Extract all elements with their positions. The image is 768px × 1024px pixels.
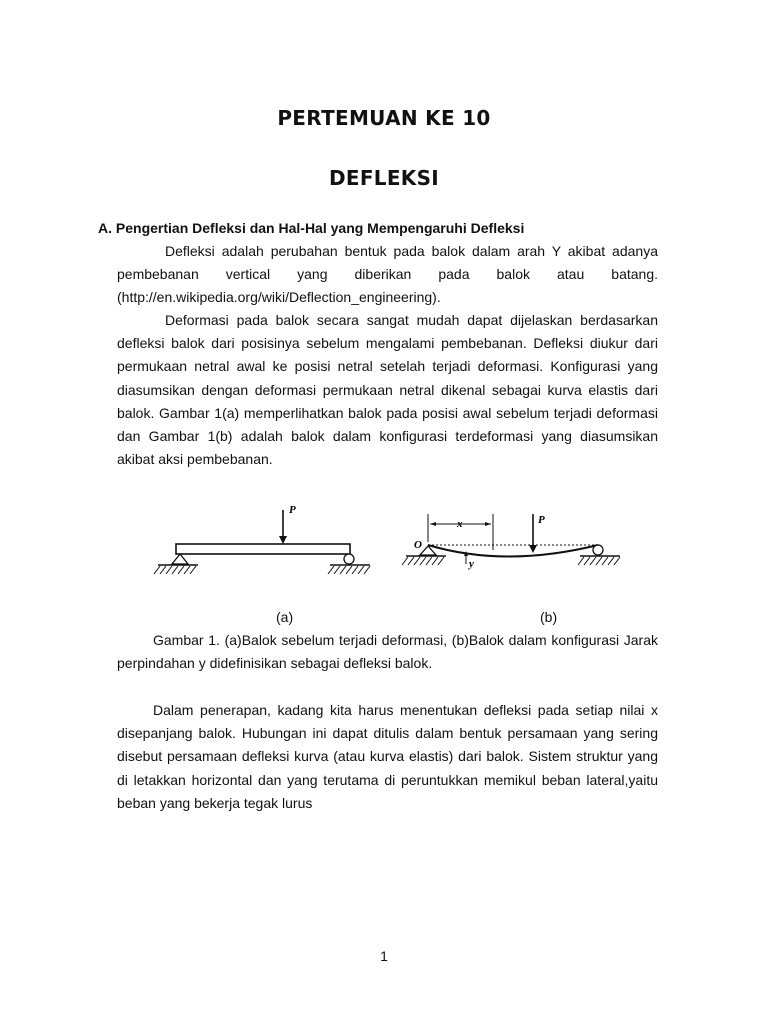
paragraph-line: Defleksi adalah perubahan bentuk pada balok dalam arah Y akibat adanya [165, 243, 658, 259]
ground-hatch [328, 566, 370, 574]
figure-beam-deflected [400, 492, 630, 592]
figure-beam-undeformed [150, 492, 380, 592]
roller-support [344, 554, 354, 564]
roller-support [593, 545, 603, 555]
page-title: PERTEMUAN KE 10 [277, 106, 491, 130]
x-label: x [457, 518, 463, 530]
paragraph-definition [117, 240, 658, 310]
ground-hatch [154, 566, 196, 574]
paragraph-application: Dalam penerapan, kadang kita harus menentukan defleksi pada setiap nilai x disepanjang balok. Hubungan ini dapat ditulis dalam bentuk persamaan yang sering disebut persamaan defleksi kurva (atau kurva elastis) dari balok. Sistem struktur yang di letakkan horizontal dan yang terutama di peruntukkan memikul beban lateral,yaitu beban yang bekerja tegak lurus [117, 702, 658, 811]
ground-hatch [578, 557, 620, 565]
figure-label-a: (a) [276, 609, 294, 625]
load-label: P [538, 514, 545, 526]
load-label: P [289, 504, 296, 516]
arrowhead [485, 522, 491, 526]
arrowhead [430, 522, 436, 526]
section-heading: A. Pengertian Defleksi dan Hal-Hal yang Mempengaruhi Defleksi [98, 220, 525, 236]
ground-hatch [402, 557, 444, 565]
origin-label: O [414, 539, 422, 551]
load-arrowhead [279, 536, 287, 544]
page-number: 1 [380, 948, 388, 964]
figure-label-b: (b) [540, 609, 558, 625]
load-arrowhead [529, 545, 537, 553]
paragraph-deformation: Deformasi pada balok secara sangat mudah dapat dijelaskan berdasarkan defleksi balok dari posisinya sebelum mengalami pembebanan. Defleksi diukur dari permukaan netral awal ke posisi netral setelah terjadi deformasi. Konfigurasi yang diasumsikan dengan deformasi permukaan netral dikenal sebagai kurva elastis dari balok. Gambar 1(a) memperlihatkan balok pada posisi awal sebelum terjadi deformasi dan Gambar 1(b) adalah balok dalam konfigurasi terdeformasi yang diasumsikan akibat aksi pembebanan. [117, 312, 658, 468]
beam [176, 544, 350, 554]
pin-support [172, 554, 188, 564]
paragraph-line: pembebanan vertical yang diberikan pada balok atau batang. [117, 266, 658, 283]
elastic-curve [428, 545, 598, 557]
y-label: y [469, 558, 474, 570]
page-subtitle: DEFLEKSI [328, 166, 440, 190]
reference-link-text: (http://en.wikipedia.org/wiki/Deflection_engineering). [117, 289, 441, 306]
figure-caption: Gambar 1. (a)Balok sebelum terjadi deformasi, (b)Balok dalam konfigurasi Jarak perpindahan y didefinisikan sebagai defleksi balok. [117, 632, 658, 672]
